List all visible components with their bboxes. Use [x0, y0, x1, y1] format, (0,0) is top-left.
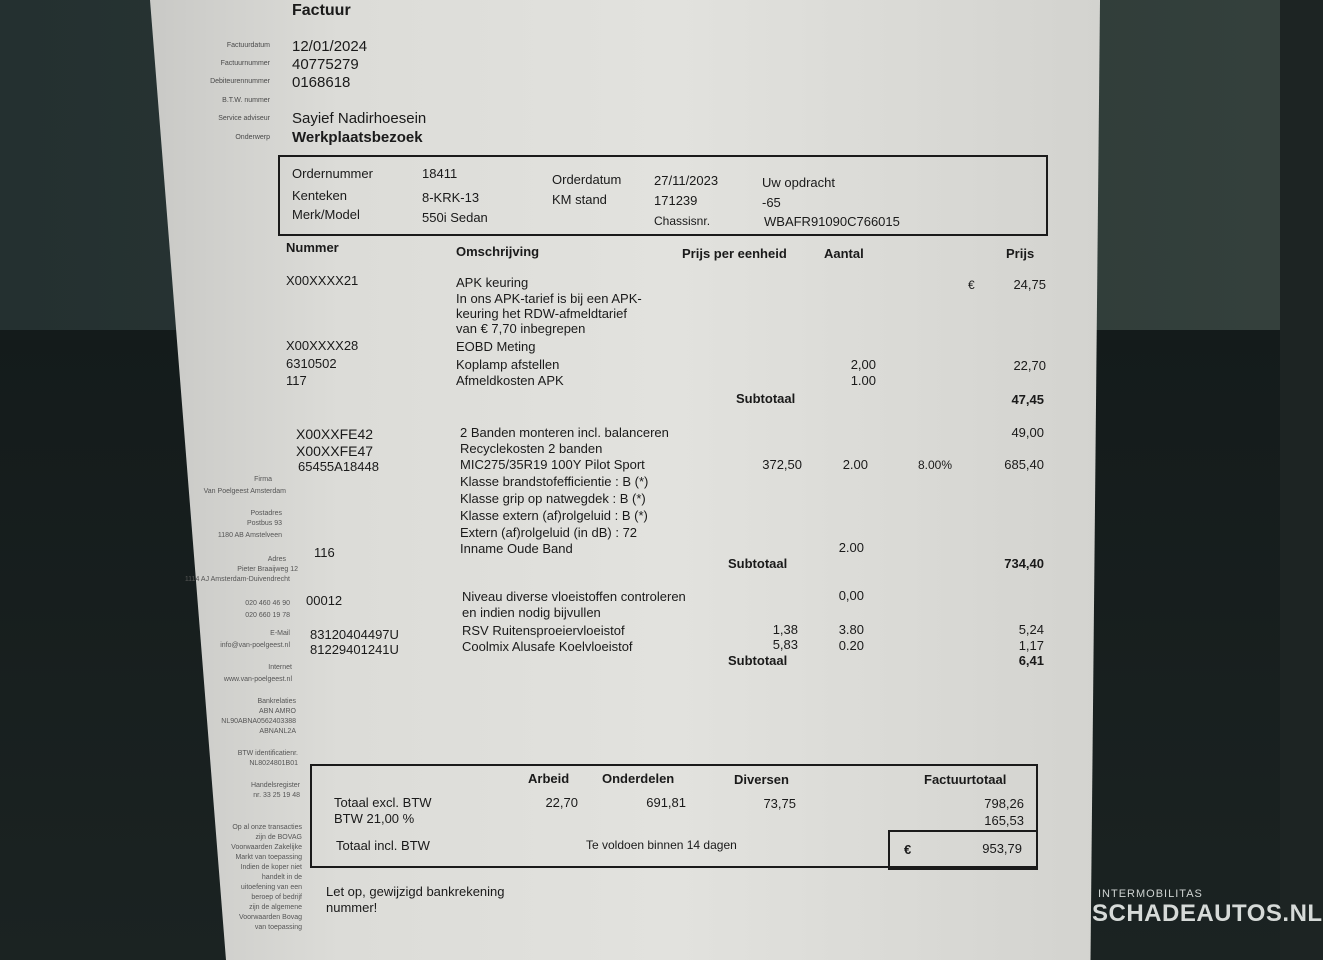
sidebar-label: E-Mail [270, 630, 290, 637]
meta-label: Factuurdatum [226, 42, 270, 49]
opdracht-value: -65 [762, 195, 781, 210]
sidebar-value: 1180 AB Amstelveen [217, 532, 282, 539]
sidebar-terms: Voorwaarden Bovag [238, 914, 302, 921]
row-nummer: 83120404497U [310, 627, 399, 642]
totals-onderdelen: 691,81 [646, 795, 686, 810]
subtotaal-label: Subtotaal [736, 391, 796, 406]
totals-header-arbeid: Arbeid [528, 771, 570, 786]
sidebar-value: 1114 AJ Amsterdam-Duivendrecht [184, 576, 290, 583]
row-omschrijving: APK keuring [456, 275, 529, 290]
sidebar-label: Bankrelaties [257, 698, 296, 705]
row-prijs: 24,75 [1013, 277, 1046, 292]
sidebar-terms: uitoefening van een [240, 884, 302, 891]
row-nummer: 117 [286, 373, 307, 388]
sidebar-terms: Markt van toepassing [235, 854, 302, 861]
watermark-schadeautos: SCHADEAUTOS.NL [1092, 900, 1323, 927]
row-eenheid: 372,50 [762, 457, 802, 472]
watermark-intermobilitas: INTERMOBILITAS [1098, 888, 1203, 900]
totals-btw-label: BTW 21,00 % [334, 811, 415, 826]
sidebar-label: Internet [268, 664, 292, 671]
meta-label: Service adviseur [218, 115, 270, 122]
sidebar-terms: beroep of bedrijf [251, 894, 302, 901]
kenteken-value: 8-KRK-13 [422, 190, 480, 205]
sidebar-phone: 020 460 46 90 [245, 600, 290, 607]
sidebar-value: nr. 33 25 19 48 [253, 792, 300, 799]
meta-value: 12/01/2024 [292, 38, 368, 55]
sidebar-value: Pieter Braaijweg 12 [237, 566, 298, 573]
bank-note-line2: nummer! [326, 900, 378, 915]
km-value: 171239 [654, 193, 698, 208]
sidebar-label: Handelsregister [250, 782, 300, 789]
merk-label: Merk/Model [292, 207, 360, 222]
sidebar-value: NL8024801B01 [249, 760, 298, 767]
chassis-value: WBAFR91090C766015 [764, 214, 900, 229]
row-aantal: 2,00 [850, 357, 876, 372]
col-header-nummer: Nummer [286, 240, 339, 255]
meta-label: Onderwerp [235, 134, 270, 141]
km-label: KM stand [552, 192, 607, 207]
row-omschrijving: Klasse extern (af)rolgeluid : B (*) [460, 508, 648, 523]
merk-value: 550i Sedan [422, 210, 488, 225]
sidebar-terms: zijn de algemene [249, 904, 302, 911]
sidebar-value: ABNANL2A [259, 728, 296, 735]
row-korting: 8.00% [918, 458, 953, 472]
meta-value: 0168618 [292, 74, 351, 91]
row-omschrijving: In ons APK-tarief is bij een APK- [456, 291, 642, 306]
sidebar-fax: 020 660 19 78 [245, 612, 290, 619]
row-prijs: 5,24 [1018, 622, 1044, 637]
totals-excl-label: Totaal excl. BTW [334, 795, 432, 810]
row-nummer: 65455A18448 [298, 459, 379, 474]
row-aantal: 2.00 [838, 540, 864, 555]
row-omschrijving: Niveau diverse vloeistoffen controleren [462, 589, 686, 604]
sidebar-terms: Voorwaarden Zakelijke [231, 844, 302, 851]
row-nummer: X00XXFE47 [296, 443, 374, 459]
row-prijs: 685,40 [1004, 457, 1044, 472]
row-nummer: 81229401241U [310, 642, 399, 657]
row-aantal: 1.00 [850, 373, 876, 388]
sidebar-terms: handelt in de [261, 874, 302, 881]
row-aantal: 0,00 [838, 588, 864, 603]
sidebar-label: Postadres [250, 510, 282, 517]
totals-incl-label: Totaal incl. BTW [336, 838, 430, 853]
sidebar-label: BTW identificatienr. [237, 750, 298, 757]
row-omschrijving: van € 7,70 inbegrepen [456, 321, 586, 336]
meta-value: Werkplaatsbezoek [292, 129, 423, 146]
row-omschrijving: keuring het RDW-afmeldtarief [456, 306, 627, 321]
row-aantal: 0.20 [838, 638, 864, 653]
row-omschrijving: RSV Ruitensproeiervloeistof [462, 623, 625, 638]
sidebar-value: www.van-poelgeest.nl [223, 676, 292, 683]
totals-header-onderdelen: Onderdelen [602, 771, 675, 786]
row-omschrijving: en indien nodig bijvullen [462, 605, 601, 620]
opdracht-label: Uw opdracht [762, 175, 835, 190]
grand-total-value: 953,79 [982, 841, 1022, 856]
col-header-prijs-per-eenheid: Prijs per eenheid [682, 246, 787, 261]
sidebar-terms: zijn de BOVAG [255, 834, 302, 841]
sidebar-terms: Op al onze transacties [232, 824, 302, 831]
sidebar-value: info@van-poelgeest.nl [220, 642, 290, 649]
row-omschrijving: MIC275/35R19 100Y Pilot Sport [460, 457, 645, 472]
row-omschrijving: Coolmix Alusafe Koelvloeistof [462, 639, 633, 654]
sidebar-label: Firma [254, 476, 272, 483]
row-nummer: 6310502 [286, 356, 337, 371]
grand-total-euro: € [904, 842, 912, 857]
subtotaal-value: 6,41 [1018, 653, 1044, 668]
meta-value: 40775279 [292, 56, 359, 73]
invoice-title: Factuur [292, 2, 351, 19]
row-omschrijving: Klasse grip op natwegdek : B (*) [460, 491, 646, 506]
row-aantal: 3.80 [838, 622, 864, 637]
totals-excl-total: 798,26 [984, 796, 1024, 811]
sidebar-value: Van Poelgeest Amsterdam [203, 488, 286, 495]
sidebar-value: ABN AMRO [259, 708, 296, 715]
payment-terms: Te voldoen binnen 14 dagen [586, 838, 737, 852]
kenteken-label: Kenteken [292, 188, 347, 203]
euro-sign: € [968, 278, 975, 292]
totals-btw: 165,53 [984, 813, 1024, 828]
subtotaal-label: Subtotaal [728, 556, 788, 571]
sidebar-terms: Indien de koper niet [240, 864, 302, 871]
row-nummer: X00XXXX28 [286, 338, 359, 353]
row-prijs: 49,00 [1011, 425, 1044, 440]
col-header-prijs: Prijs [1006, 246, 1035, 261]
bank-note-line1: Let op, gewijzigd bankrekening [326, 884, 505, 899]
col-header-aantal: Aantal [824, 246, 864, 261]
row-nummer: X00XXFE42 [296, 426, 374, 442]
row-eenheid: 1,38 [772, 622, 798, 637]
subtotaal-value: 47,45 [1011, 392, 1044, 407]
row-omschrijving: Extern (af)rolgeluid (in dB) : 72 [460, 525, 638, 540]
subtotaal-value: 734,40 [1004, 556, 1044, 571]
col-header-omschrijving: Omschrijving [456, 244, 540, 259]
row-nummer: X00XXXX21 [286, 273, 359, 288]
row-omschrijving: Koplamp afstellen [456, 357, 560, 372]
meta-value: Sayief Nadirhoesein [292, 110, 427, 127]
row-omschrijving: Afmeldkosten APK [456, 373, 564, 388]
totals-header-diversen: Diversen [734, 772, 789, 787]
row-prijs: 1,17 [1018, 638, 1044, 653]
totals-header-factuurtotaal: Factuurtotaal [924, 772, 1007, 787]
sidebar-terms: van toepassing [254, 924, 302, 931]
orderdatum-label: Orderdatum [552, 172, 622, 187]
row-eenheid: 5,83 [772, 637, 798, 652]
sidebar-value: NL90ABNA0562403388 [221, 718, 296, 725]
totals-arbeid: 22,70 [545, 795, 578, 810]
row-omschrijving: Klasse brandstofefficientie : B (*) [460, 474, 649, 489]
row-nummer: 116 [314, 545, 335, 560]
sidebar-label: Adres [267, 556, 286, 563]
ordernummer-label: Ordernummer [292, 166, 373, 181]
meta-label: Debiteurennummer [210, 78, 270, 85]
chassis-label: Chassisnr. [654, 214, 711, 228]
ordernummer-value: 18411 [422, 166, 458, 181]
meta-label: B.T.W. nummer [222, 97, 270, 104]
totals-diversen: 73,75 [763, 796, 796, 811]
row-prijs: 22,70 [1013, 358, 1046, 373]
sidebar-value: Postbus 93 [246, 520, 282, 527]
row-omschrijving: Inname Oude Band [460, 541, 573, 556]
row-omschrijving: 2 Banden monteren incl. balanceren [460, 425, 669, 440]
row-nummer: 00012 [306, 593, 343, 608]
subtotaal-label: Subtotaal [728, 653, 788, 668]
row-aantal: 2.00 [842, 457, 868, 472]
orderdatum-value: 27/11/2023 [654, 173, 719, 188]
meta-label: Factuurnummer [220, 60, 270, 67]
row-omschrijving: Recyclekosten 2 banden [460, 441, 603, 456]
row-omschrijving: EOBD Meting [456, 339, 536, 354]
